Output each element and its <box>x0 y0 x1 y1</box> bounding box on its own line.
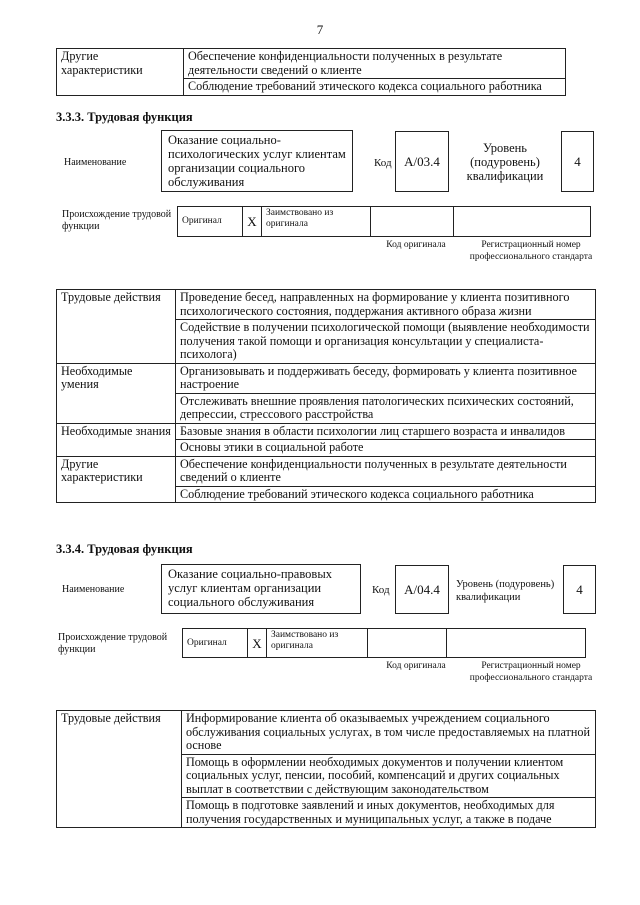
section-heading: 3.3.3. Трудовая функция <box>56 110 193 124</box>
table-cell: Отслеживать внешние проявления патологических психических состояний, депрессии, стрессового расстройства <box>176 393 596 423</box>
table-cell: Основы этики в социальной работе <box>176 440 596 457</box>
code-label: Код <box>372 584 390 596</box>
origin-label: Происхождение трудовой функции <box>62 209 172 232</box>
labor-function-table <box>56 710 596 828</box>
borrowed-cell: Заимствовано из оригинала <box>267 629 368 658</box>
row-label: Необходимые умения <box>57 363 176 423</box>
level-label: Уровень (подуровень) квалификации <box>466 140 544 183</box>
function-name-box: Оказание социально-психологических услуг клиентам организации социального обслуживания <box>161 130 353 192</box>
code-original-cell <box>371 207 454 237</box>
row-label: Трудовые действия <box>57 290 176 364</box>
code-original-caption: Код оригинала <box>386 661 446 671</box>
origin-label: Происхождение трудовой функции <box>58 632 168 655</box>
table-cell: Проведение бесед, направленных на формирование у клиента позитивного психологического состояния, поддержания активного образа жизни <box>176 290 596 320</box>
table-cell: Помощь в подготовке заявлений и иных документов, необходимых для получения государственных и муниципальных услуг, а также в подаче <box>182 798 596 828</box>
section-heading: 3.3.4. Трудовая функция <box>56 542 193 556</box>
origin-table <box>177 206 591 237</box>
table-cell: Информирование клиента об оказываемых учреждением социального обслуживания социальных услугах, в том числе предоставляемых на платной основе <box>182 711 596 755</box>
original-cell: Оригинал <box>178 207 243 237</box>
table-cell: Соблюдение требований этического кодекса социального работника <box>176 486 596 503</box>
origin-table <box>182 628 586 658</box>
table-cell: Обеспечение конфиденциальности полученных в результате деятельности сведений о клиенте <box>184 49 566 79</box>
row-label: Другие характеристики <box>57 49 184 96</box>
function-name-box: Оказание социально-правовых услуг клиентам организации социального обслуживания <box>161 564 361 614</box>
reg-number-cell <box>447 629 586 658</box>
row-label: Другие характеристики <box>57 456 176 503</box>
code-original-cell <box>368 629 447 658</box>
borrowed-cell: Заимствовано из оригинала <box>262 207 371 237</box>
table-cell: Содействие в получении психологической помощи (выявление необходимости получения такой помощи и организация консультации у специалиста-психолога) <box>176 320 596 364</box>
code-box: A/03.4 <box>395 131 449 192</box>
table-cell: Соблюдение требований этического кодекса социального работника <box>184 79 566 96</box>
row-label: Трудовые действия <box>57 711 182 828</box>
page-number: 7 <box>316 22 324 37</box>
table-cell: Базовые знания в области психологии лиц старшего возраста и инвалидов <box>176 423 596 440</box>
row-label: Необходимые знания <box>57 423 176 456</box>
name-label: Наименование <box>62 584 125 595</box>
code-label: Код <box>374 157 392 169</box>
table-cell: Помощь в оформлении необходимых документов и получении клиентом социальных услуг, пенсии, пособий, компенсаций и других социальных выплат в соответствии с действующим законодательством <box>182 754 596 798</box>
table-cell: Организовывать и поддерживать беседу, формировать у клиента позитивное настроение <box>176 363 596 393</box>
code-original-caption: Код оригинала <box>386 240 446 250</box>
reg-number-caption: Регистрационный номер профессионального стандарта <box>469 240 593 262</box>
original-mark: X <box>248 629 267 658</box>
name-label: Наименование <box>64 157 127 168</box>
reg-number-cell <box>454 207 591 237</box>
original-cell: Оригинал <box>183 629 248 658</box>
code-box: A/04.4 <box>395 565 449 614</box>
table-cell: Обеспечение конфиденциальности полученных в результате деятельности сведений о клиенте <box>176 456 596 486</box>
original-mark: X <box>243 207 262 237</box>
level-box: 4 <box>563 565 596 614</box>
level-label: Уровень (подуровень) квалификации <box>456 579 555 603</box>
reg-number-caption: Регистрационный номер профессионального стандарта <box>469 661 593 683</box>
level-box: 4 <box>561 131 594 192</box>
top-characteristics-table <box>56 48 566 96</box>
labor-function-table <box>56 289 596 503</box>
